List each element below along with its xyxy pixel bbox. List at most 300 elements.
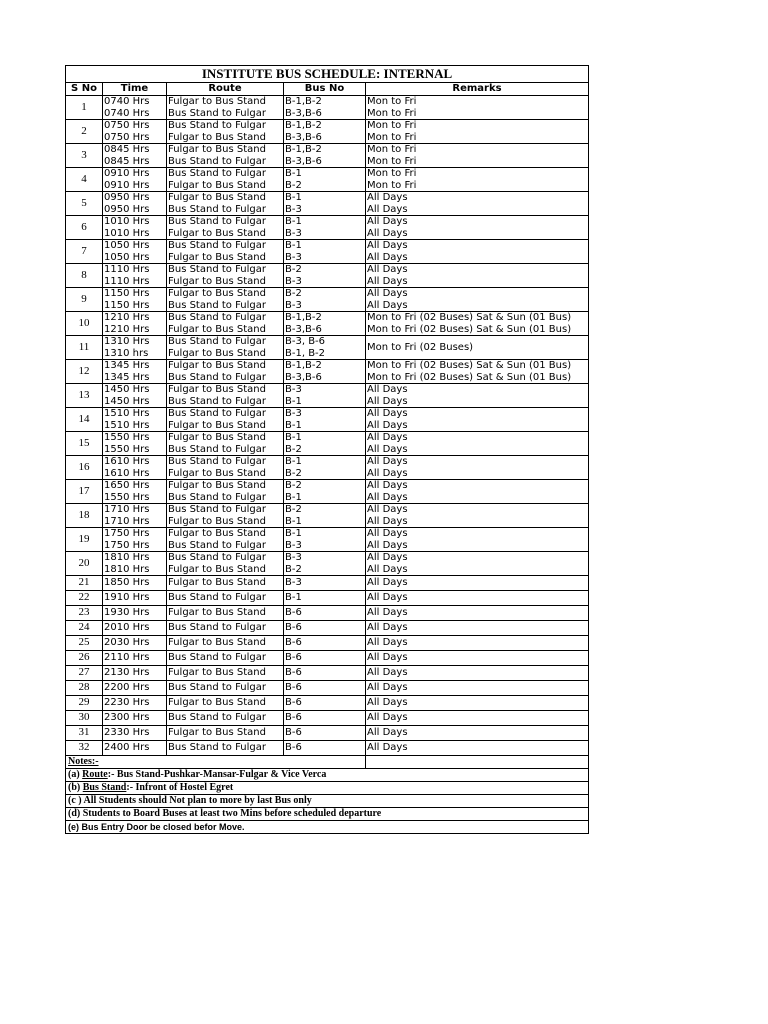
remarks-cell: [366, 120, 589, 144]
table-row: [66, 606, 589, 621]
remarks-cell: [366, 216, 589, 240]
bus-no-cell: [284, 621, 366, 636]
bus-no-cell-line: B-2: [285, 504, 302, 515]
bus-no-cell-line: B-3, B-6: [285, 336, 326, 347]
sno-cell: 23: [66, 606, 103, 621]
bus-no-cell-line: B-3: [285, 227, 302, 239]
route-cell-line: Bus Stand to Fulgar: [168, 371, 266, 383]
route-cell: [167, 666, 284, 681]
bus-no-cell: [284, 240, 366, 264]
remarks-cell-line: Mon to Fri: [367, 179, 417, 191]
time-cell-line: 1750 Hrs: [104, 528, 150, 539]
time-cell-line: 1650 Hrs: [104, 480, 150, 491]
sno-cell: 11: [66, 336, 103, 360]
route-cell-line: Fulgar to Bus Stand: [168, 480, 266, 491]
remarks-cell-line: Mon to Fri: [367, 96, 417, 107]
table-row: [66, 144, 589, 168]
remarks-cell-line: All Days: [367, 395, 408, 407]
bus-no-cell-line: B-2: [285, 179, 302, 191]
time-cell: [103, 288, 167, 312]
bus-no-cell: [284, 576, 366, 591]
route-cell-line: Fulgar to Bus Stand: [168, 607, 266, 619]
route-cell-line: Bus Stand to Fulgar: [168, 168, 266, 179]
table-row: [66, 240, 589, 264]
time-cell-line: 1510 Hrs: [104, 419, 150, 431]
note-e-row: [66, 821, 589, 834]
time-cell: [103, 651, 167, 666]
remarks-cell-line: All Days: [367, 682, 408, 694]
bus-no-cell-line: B-3,B-6: [285, 371, 322, 383]
route-cell: [167, 528, 284, 552]
title-row: [66, 66, 589, 83]
bus-no-cell-line: B-3,B-6: [285, 131, 322, 143]
route-cell: [167, 552, 284, 576]
table-row: [66, 528, 589, 552]
bus-no-cell: [284, 711, 366, 726]
route-cell-line: Bus Stand to Fulgar: [168, 299, 266, 311]
time-cell-line: 1210 Hrs: [104, 312, 150, 323]
time-cell: [103, 384, 167, 408]
remarks-cell-line: Mon to Fri (02 Buses) Sat & Sun (01 Bus): [367, 360, 572, 371]
bus-no-cell-line: B-6: [285, 667, 302, 679]
bus-no-cell: [284, 144, 366, 168]
route-cell-line: Fulgar to Bus Stand: [168, 577, 266, 589]
time-cell-line: 1150 Hrs: [104, 299, 150, 311]
notes-heading-text: Notes:-: [68, 756, 99, 767]
route-cell-line: Bus Stand to Fulgar: [168, 408, 266, 419]
route-cell-line: Fulgar to Bus Stand: [168, 192, 266, 203]
bus-no-cell-line: B-1: [285, 515, 302, 527]
time-cell-line: 1810 Hrs: [104, 563, 150, 575]
bus-no-cell-line: B-6: [285, 742, 302, 754]
time-cell-line: 1550 Hrs: [104, 491, 150, 503]
time-cell: [103, 552, 167, 576]
bus-no-cell-line: B-2: [285, 467, 302, 479]
route-cell: [167, 504, 284, 528]
route-cell-line: Bus Stand to Fulgar: [168, 336, 266, 347]
route-cell-line: Bus Stand to Fulgar: [168, 682, 266, 694]
sno-cell: 28: [66, 681, 103, 696]
remarks-cell-line: All Days: [367, 419, 408, 431]
time-cell: [103, 741, 167, 756]
route-cell-line: Fulgar to Bus Stand: [168, 419, 266, 431]
remarks-cell: [366, 480, 589, 504]
route-cell-line: Bus Stand to Fulgar: [168, 504, 266, 515]
route-cell-line: Bus Stand to Fulgar: [168, 491, 266, 503]
time-cell-line: 1010 Hrs: [104, 227, 150, 239]
bus-no-cell: [284, 192, 366, 216]
remarks-cell-line: Mon to Fri (02 Buses): [367, 341, 474, 353]
remarks-cell: [366, 681, 589, 696]
route-cell-line: Bus Stand to Fulgar: [168, 395, 266, 407]
route-cell-line: Bus Stand to Fulgar: [168, 552, 266, 563]
time-cell: [103, 480, 167, 504]
bus-no-cell-line: B-3,B-6: [285, 107, 322, 119]
time-cell-line: 1345 Hrs: [104, 360, 150, 371]
bus-no-cell: [284, 741, 366, 756]
time-cell-line: 1810 Hrs: [104, 552, 150, 563]
note-b-key: Bus Stand: [82, 782, 127, 793]
bus-no-cell: [284, 651, 366, 666]
bus-no-cell: [284, 696, 366, 711]
bus-no-cell-line: B-6: [285, 622, 302, 634]
route-cell: [167, 606, 284, 621]
sno-cell: 12: [66, 360, 103, 384]
note-c-row: [66, 795, 589, 808]
time-cell-line: 1910 Hrs: [104, 592, 150, 604]
sno-cell: 17: [66, 480, 103, 504]
sno-cell: 9: [66, 288, 103, 312]
page-title: INSTITUTE BUS SCHEDULE: INTERNAL: [66, 66, 589, 83]
route-cell-line: Bus Stand to Fulgar: [168, 107, 266, 119]
remarks-cell-line: All Days: [367, 288, 408, 299]
time-cell-line: 2330 Hrs: [104, 727, 150, 739]
remarks-cell: [366, 606, 589, 621]
bus-no-cell-line: B-3,B-6: [285, 323, 322, 335]
table-row: [66, 264, 589, 288]
bus-no-cell-line: B-3: [285, 203, 302, 215]
route-cell: [167, 681, 284, 696]
note-b-row: [66, 782, 589, 795]
header-route: Route: [167, 83, 284, 96]
bus-no-cell: [284, 408, 366, 432]
route-cell: [167, 651, 284, 666]
route-cell-line: Bus Stand to Fulgar: [168, 240, 266, 251]
remarks-cell: [366, 432, 589, 456]
remarks-cell-line: All Days: [367, 384, 408, 395]
bus-no-cell-line: B-3: [285, 384, 302, 395]
remarks-cell-line: All Days: [367, 264, 408, 275]
bus-no-cell-line: B-1, B-2: [285, 347, 326, 359]
remarks-cell-line: All Days: [367, 203, 408, 215]
remarks-cell: [366, 168, 589, 192]
route-cell-line: Bus Stand to Fulgar: [168, 742, 266, 754]
remarks-cell-line: Mon to Fri (02 Buses) Sat & Sun (01 Bus): [367, 312, 572, 323]
time-cell-line: 0750 Hrs: [104, 131, 150, 143]
route-cell-line: Bus Stand to Fulgar: [168, 652, 266, 664]
header-row: [66, 83, 589, 96]
route-cell: [167, 168, 284, 192]
remarks-cell: [366, 456, 589, 480]
time-cell-line: 1610 Hrs: [104, 456, 150, 467]
bus-no-cell-line: B-6: [285, 637, 302, 649]
table-row: [66, 312, 589, 336]
sno-cell: 16: [66, 456, 103, 480]
remarks-cell-line: All Days: [367, 592, 408, 604]
time-cell-line: 1050 Hrs: [104, 240, 150, 251]
bus-no-cell: [284, 552, 366, 576]
bus-no-cell-line: B-1: [285, 419, 302, 431]
table-row: [66, 576, 589, 591]
time-cell: [103, 96, 167, 120]
remarks-cell-line: All Days: [367, 299, 408, 311]
remarks-cell: [366, 384, 589, 408]
route-cell-line: Bus Stand to Fulgar: [168, 155, 266, 167]
remarks-cell-line: Mon to Fri (02 Buses) Sat & Sun (01 Bus): [367, 371, 572, 383]
bus-no-cell: [284, 312, 366, 336]
sno-cell: 14: [66, 408, 103, 432]
remarks-cell-line: All Days: [367, 652, 408, 664]
remarks-cell-line: Mon to Fri: [367, 168, 417, 179]
remarks-cell: [366, 696, 589, 711]
route-cell: [167, 696, 284, 711]
route-cell-line: Bus Stand to Fulgar: [168, 203, 266, 215]
bus-no-cell-line: B-1: [285, 491, 302, 503]
sno-cell: 29: [66, 696, 103, 711]
route-cell-line: Fulgar to Bus Stand: [168, 515, 266, 527]
remarks-cell-line: Mon to Fri: [367, 155, 417, 167]
route-cell-line: Bus Stand to Fulgar: [168, 120, 266, 131]
table-row: [66, 456, 589, 480]
notes-heading: [66, 756, 366, 769]
bus-no-cell-line: B-3: [285, 408, 302, 419]
time-cell-line: 1550 Hrs: [104, 443, 150, 455]
remarks-cell-line: All Days: [367, 467, 408, 479]
table-row: [66, 432, 589, 456]
time-cell: [103, 576, 167, 591]
remarks-cell: [366, 312, 589, 336]
time-cell-line: 1510 Hrs: [104, 408, 150, 419]
bus-no-cell: [284, 636, 366, 651]
table-row: [66, 726, 589, 741]
remarks-cell-line: All Days: [367, 240, 408, 251]
time-cell: [103, 168, 167, 192]
bus-no-cell: [284, 384, 366, 408]
table-row: [66, 552, 589, 576]
remarks-cell: [366, 576, 589, 591]
time-cell-line: 1345 Hrs: [104, 371, 150, 383]
note-c: (c ) All Students should Not plan to more by last Bus only: [66, 795, 589, 808]
bus-no-cell-line: B-3,B-6: [285, 155, 322, 167]
remarks-cell: [366, 288, 589, 312]
table-row: [66, 504, 589, 528]
bus-no-cell: [284, 726, 366, 741]
route-cell-line: Bus Stand to Fulgar: [168, 539, 266, 551]
remarks-cell: [366, 144, 589, 168]
route-cell-line: Fulgar to Bus Stand: [168, 179, 266, 191]
bus-no-cell-line: B-1: [285, 528, 302, 539]
bus-no-cell-line: B-1: [285, 456, 302, 467]
time-cell: [103, 528, 167, 552]
sno-cell: 4: [66, 168, 103, 192]
remarks-cell: [366, 636, 589, 651]
bus-no-cell: [284, 681, 366, 696]
header-time: Time: [103, 83, 167, 96]
route-cell: [167, 144, 284, 168]
sno-cell: 15: [66, 432, 103, 456]
time-cell: [103, 360, 167, 384]
time-cell-line: 0845 Hrs: [104, 144, 150, 155]
remarks-cell: [366, 192, 589, 216]
time-cell: [103, 666, 167, 681]
route-cell-line: Bus Stand to Fulgar: [168, 592, 266, 604]
time-cell: [103, 636, 167, 651]
bus-no-cell: [284, 168, 366, 192]
time-cell-line: 1050 Hrs: [104, 251, 150, 263]
bus-no-cell-line: B-2: [285, 480, 302, 491]
remarks-cell-line: All Days: [367, 504, 408, 515]
time-cell: [103, 456, 167, 480]
sno-cell: 7: [66, 240, 103, 264]
time-cell-line: 2400 Hrs: [104, 742, 150, 754]
remarks-cell-line: All Days: [367, 456, 408, 467]
bus-no-cell: [284, 480, 366, 504]
bus-no-cell-line: B-1: [285, 432, 302, 443]
table-row: [66, 408, 589, 432]
remarks-cell-line: All Days: [367, 622, 408, 634]
note-e: (e) Bus Entry Door be closed befor Move.: [66, 821, 589, 834]
table-row: [66, 168, 589, 192]
route-cell: [167, 480, 284, 504]
route-cell: [167, 591, 284, 606]
remarks-cell: [366, 651, 589, 666]
time-cell-line: 2130 Hrs: [104, 667, 150, 679]
sno-cell: 19: [66, 528, 103, 552]
bus-no-cell-line: B-2: [285, 563, 302, 575]
sno-cell: 13: [66, 384, 103, 408]
sno-cell: 31: [66, 726, 103, 741]
time-cell: [103, 726, 167, 741]
route-cell-line: Fulgar to Bus Stand: [168, 144, 266, 155]
bus-no-cell-line: B-6: [285, 652, 302, 664]
table-row: [66, 96, 589, 120]
remarks-cell: [366, 264, 589, 288]
route-cell-line: Fulgar to Bus Stand: [168, 637, 266, 649]
route-cell: [167, 711, 284, 726]
remarks-cell-line: All Days: [367, 408, 408, 419]
remarks-cell-line: All Days: [367, 515, 408, 527]
time-cell-line: 0845 Hrs: [104, 155, 150, 167]
route-cell-line: Fulgar to Bus Stand: [168, 528, 266, 539]
bus-no-cell-line: B-6: [285, 682, 302, 694]
sno-cell: 21: [66, 576, 103, 591]
route-cell-line: Fulgar to Bus Stand: [168, 227, 266, 239]
remarks-cell: [366, 552, 589, 576]
time-cell-line: 1110 Hrs: [104, 275, 150, 287]
time-cell-line: 1310 Hrs: [104, 336, 150, 347]
time-cell: [103, 120, 167, 144]
time-cell-line: 0910 Hrs: [104, 179, 150, 191]
table-row: [66, 591, 589, 606]
remarks-cell-line: All Days: [367, 275, 408, 287]
bus-no-cell: [284, 288, 366, 312]
remarks-cell-line: All Days: [367, 712, 408, 724]
table-row: [66, 711, 589, 726]
remarks-cell-line: Mon to Fri: [367, 120, 417, 131]
time-cell-line: 1710 Hrs: [104, 515, 150, 527]
route-cell-line: Fulgar to Bus Stand: [168, 275, 266, 287]
time-cell-line: 0950 Hrs: [104, 203, 150, 215]
route-cell-line: Fulgar to Bus Stand: [168, 384, 266, 395]
sno-cell: 25: [66, 636, 103, 651]
remarks-cell-line: All Days: [367, 727, 408, 739]
table-row: [66, 621, 589, 636]
route-cell: [167, 384, 284, 408]
bus-no-cell: [284, 504, 366, 528]
table-row: [66, 216, 589, 240]
table-row: [66, 336, 589, 360]
bus-no-cell-line: B-1,B-2: [285, 120, 322, 131]
note-a-text: :- Bus Stand-Pushkar-Mansar-Fulgar & Vice Verca: [107, 769, 327, 780]
remarks-cell: [366, 591, 589, 606]
remarks-cell: [366, 528, 589, 552]
bus-no-cell-line: B-1: [285, 216, 302, 227]
time-cell: [103, 711, 167, 726]
remarks-cell-line: All Days: [367, 491, 408, 503]
remarks-cell-line: All Days: [367, 528, 408, 539]
remarks-cell-line: All Days: [367, 742, 408, 754]
route-cell-line: Fulgar to Bus Stand: [168, 323, 266, 335]
route-cell-line: Bus Stand to Fulgar: [168, 216, 266, 227]
time-cell-line: 1750 Hrs: [104, 539, 150, 551]
table-row: [66, 681, 589, 696]
bus-no-cell-line: B-3: [285, 251, 302, 263]
route-cell: [167, 264, 284, 288]
time-cell-line: 1550 Hrs: [104, 432, 150, 443]
route-cell-line: Fulgar to Bus Stand: [168, 667, 266, 679]
time-cell-line: 2110 Hrs: [104, 652, 150, 664]
time-cell: [103, 312, 167, 336]
time-cell: [103, 606, 167, 621]
time-cell: [103, 192, 167, 216]
remarks-cell-line: All Days: [367, 443, 408, 455]
bus-no-cell: [284, 432, 366, 456]
remarks-cell: [366, 336, 589, 360]
route-cell: [167, 312, 284, 336]
time-cell: [103, 240, 167, 264]
sno-cell: 30: [66, 711, 103, 726]
bus-no-cell: [284, 264, 366, 288]
time-cell-line: 1210 Hrs: [104, 323, 150, 335]
time-cell-line: 2200 Hrs: [104, 682, 150, 694]
remarks-cell-line: Mon to Fri: [367, 107, 417, 119]
schedule-sheet: [65, 65, 588, 834]
header-bus-no: Bus No: [284, 83, 366, 96]
time-cell-line: 1110 Hrs: [104, 264, 150, 275]
sno-cell: 5: [66, 192, 103, 216]
bus-no-cell-line: B-6: [285, 727, 302, 739]
time-cell-line: 1450 Hrs: [104, 384, 150, 395]
route-cell-line: Fulgar to Bus Stand: [168, 697, 266, 709]
time-cell: [103, 336, 167, 360]
time-cell: [103, 696, 167, 711]
time-cell-line: 2300 Hrs: [104, 712, 150, 724]
time-cell-line: 0950 Hrs: [104, 192, 150, 203]
route-cell-line: Bus Stand to Fulgar: [168, 456, 266, 467]
remarks-cell: [366, 96, 589, 120]
table-row: [66, 384, 589, 408]
sno-cell: 27: [66, 666, 103, 681]
remarks-cell-line: All Days: [367, 251, 408, 263]
remarks-cell-line: All Days: [367, 697, 408, 709]
bus-no-cell: [284, 336, 366, 360]
remarks-cell-line: Mon to Fri (02 Buses) Sat & Sun (01 Bus): [367, 323, 572, 335]
bus-no-cell-line: B-1,B-2: [285, 144, 322, 155]
note-d-row: [66, 808, 589, 821]
remarks-cell-line: All Days: [367, 432, 408, 443]
remarks-cell: [366, 741, 589, 756]
time-cell: [103, 144, 167, 168]
time-cell-line: 2230 Hrs: [104, 697, 150, 709]
remarks-cell: [366, 726, 589, 741]
remarks-cell-line: All Days: [367, 637, 408, 649]
route-cell-line: Fulgar to Bus Stand: [168, 727, 266, 739]
route-cell: [167, 192, 284, 216]
remarks-cell-line: All Days: [367, 216, 408, 227]
remarks-cell-line: All Days: [367, 480, 408, 491]
remarks-cell: [366, 408, 589, 432]
sno-cell: 18: [66, 504, 103, 528]
